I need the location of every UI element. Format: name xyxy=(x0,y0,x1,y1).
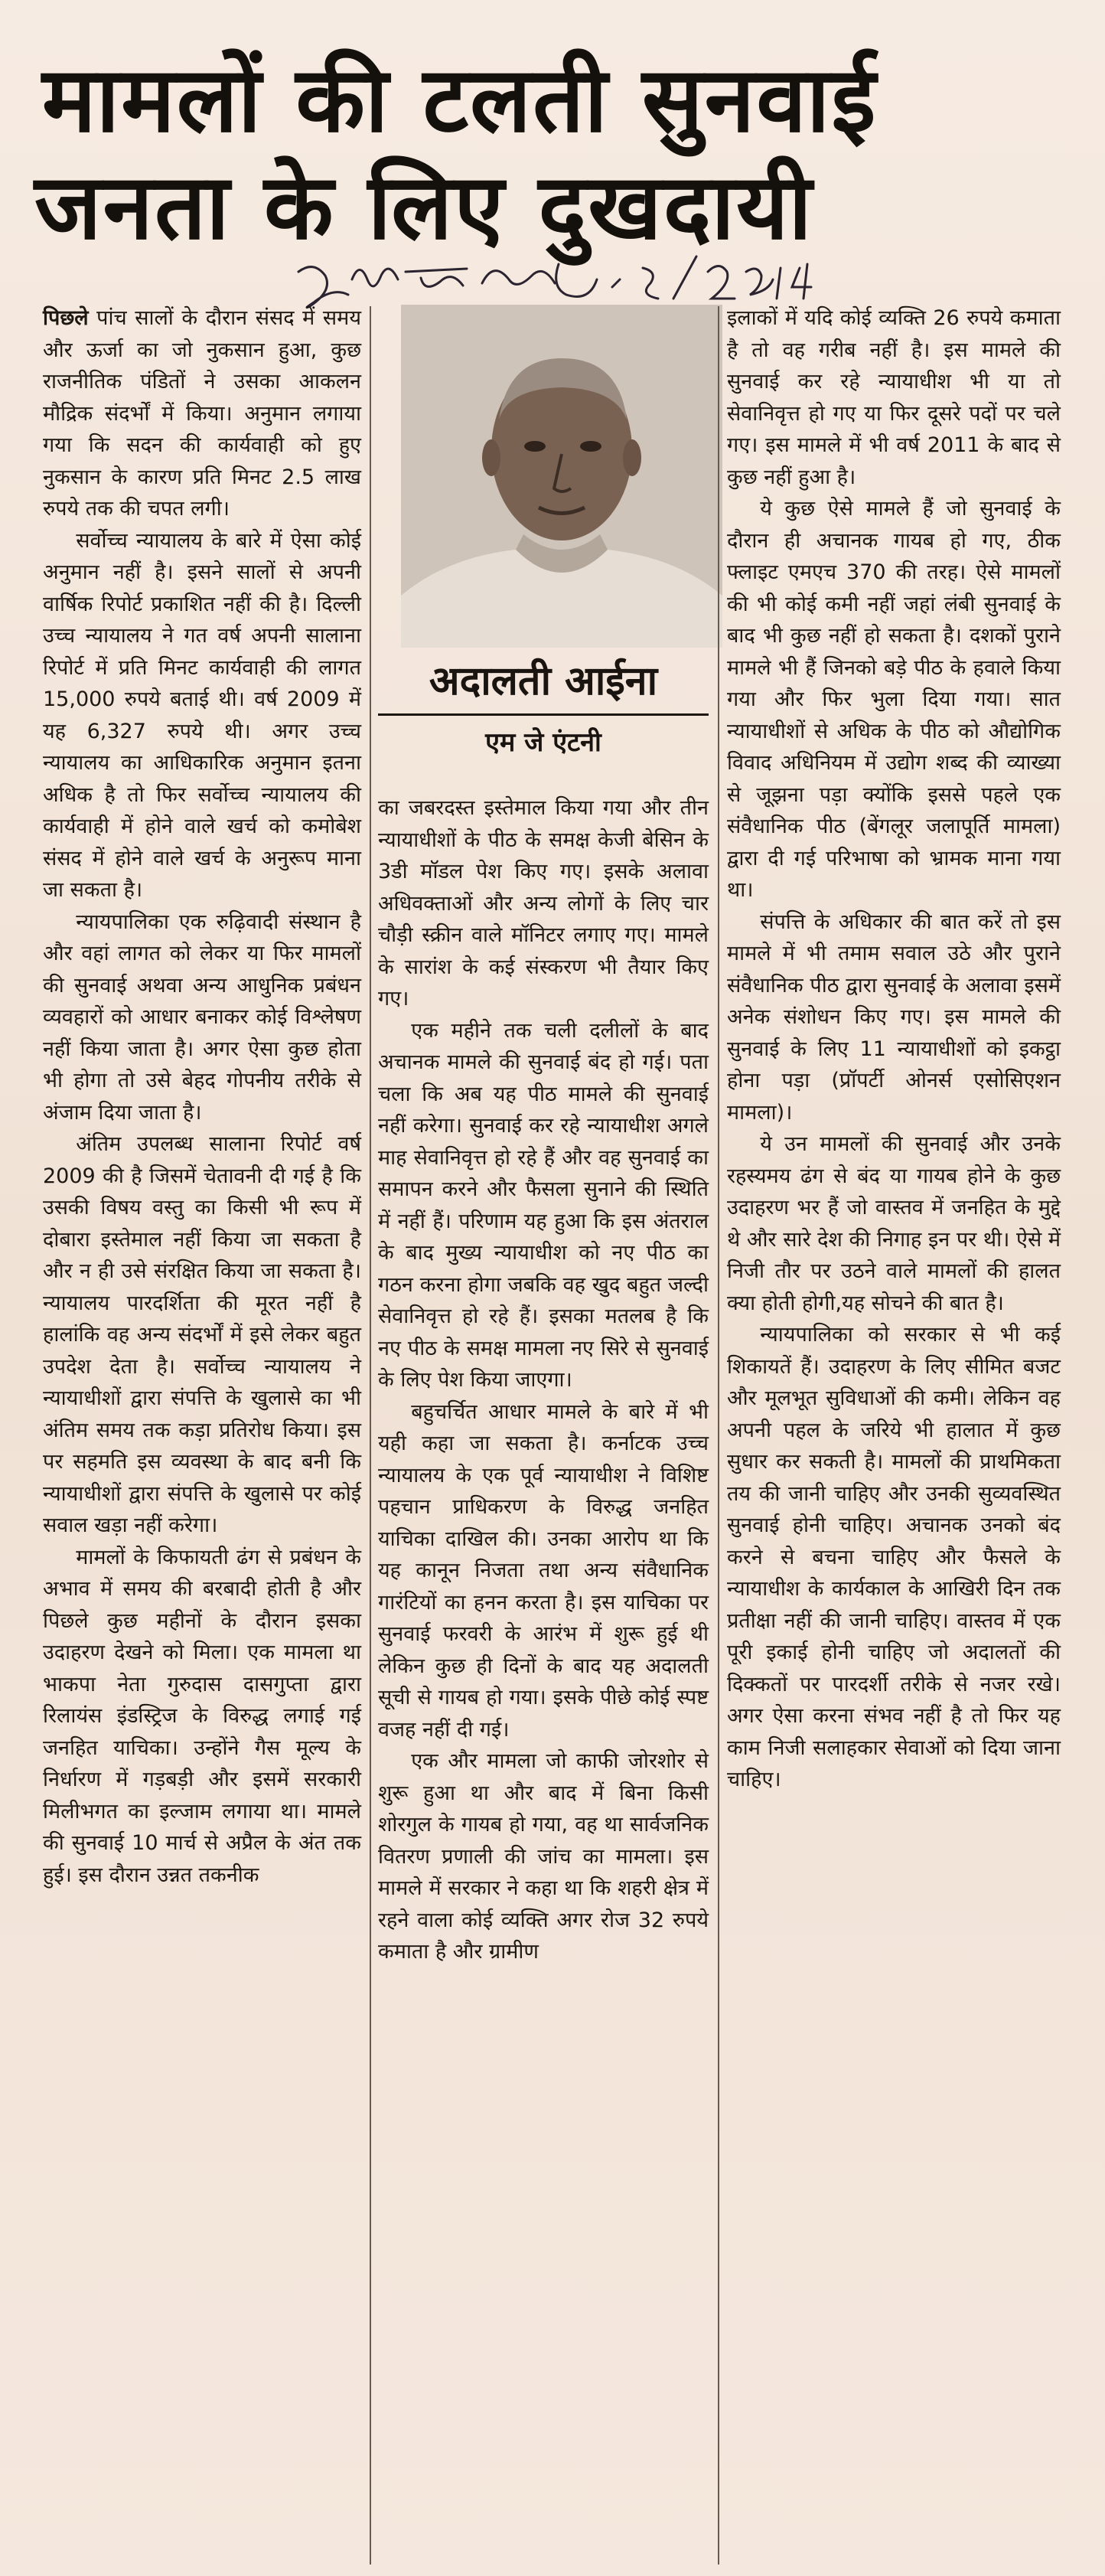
column-divider xyxy=(718,306,719,2565)
headline-line-2: जनता के लिए दुखदायी xyxy=(34,154,813,260)
article-column-3 xyxy=(727,302,1061,1796)
paragraph-text: पांच सालों के दौरान संसद में समय और ऊर्जा का जो नुकसान हुआ, कुछ राजनीतिक पंडितों ने उसका आकलन मौद्रिक संदर्भों में किया। अनुमान लगाया गया कि सदन की कार्यवाही को हुए नुकसान के कारण प्रति मिनट 2.5 लाख रुपये तक की चपत लगी। xyxy=(43,306,361,521)
lead-word: पिछले xyxy=(43,306,89,330)
paragraph: ये कुछ ऐसे मामले हैं जो सुनवाई के दौरान ही अचानक गायब हो गए, ठीक फ्लाइट एमएच 370 की तरह। ऐसे मामलों की भी कोई कमी नहीं जहां लंबी सुनवाई के बाद भी कुछ नहीं हो सकता है। दशकों पुराने मामले भी हैं जिनको बड़े पीठ के हवाले किया गया और फिर भुला दिया गया। सात न्यायाधीशों से अधिक के पीठ को औद्योगिक विवाद अधिनियम में उद्योग शब्द की व्याख्या से जूझना पड़ा क्योंकि इससे पहले एक संवैधानिक पीठ (बेंगलूर जलापूर्ति मामला) द्वारा दी गई परिभाषा को भ्रामक माना गया था। xyxy=(727,497,1061,902)
paragraph: बहुचर्चित आधार मामले के बारे में भी यही कहा जा सकता है। कर्नाटक उच्च न्यायालय के एक पूर्व न्यायाधीश ने विशिष्ट पहचान प्राधिकरण के विरुद्ध जनहित याचिका दाखिल की। उनका आरोप था कि यह कानून निजता तथा अन्य संवैधानिक गारंटियों का हनन करता है। इस याचिका पर सुनवाई फरवरी के आरंभ में शुरू हुई थी लेकिन कुछ ही दिनों के बाद यह अदालती सूची से गायब हो गया। इसके पीछे कोई स्पष्ट वजह नहीं दी गई। xyxy=(378,1399,709,1742)
paragraph xyxy=(43,302,361,525)
paragraph: संपत्ति के अधिकार की बात करें तो इस मामले में भी तमाम सवाल उठे और पुराने संवैधानिक पीठ द्वारा सुनवाई के अलावा इसमें अनेक संशोधन किए गए। इस मामले की सुनवाई के लिए 11 न्यायाधीशों को इकट्ठा होना पड़ा (प्रॉपर्टी ओनर्स एसोसिएशन मामला)। xyxy=(727,909,1061,1125)
column-divider xyxy=(370,306,371,2565)
author-photo xyxy=(401,305,722,648)
paragraph: सर्वोच्च न्यायालय के बारे में ऐसा कोई अनुमान नहीं है। इसने सालों से अपनी वार्षिक रिपोर्ट प्रकाशित नहीं की है। दिल्ली उच्च न्यायालय ने गत वर्ष अपनी सालाना रिपोर्ट में प्रति मिनट कार्यवाही की लागत 15,000 रुपये बताई थी। वर्ष 2009 में यह 6,327 रुपये थी। अगर उच्च न्यायालय का आधिकारिक अनुमान इतना अधिक है तो फिर सर्वोच्च न्यायालय की कार्यवाही में होने वाले खर्च को कमोबेश संसद में होने वाले खर्च के अनुरूप माना जा सकता है। xyxy=(43,528,361,902)
paragraph: मामलों के किफायती ढंग से प्रबंधन के अभाव में समय की बरबादी होती है और पिछले कुछ महीनों के दौरान इसका उदाहरण देखने को मिला। एक मामला था भाकपा नेता गुरुदास दासगुप्ता द्वारा रिलायंस इंडस्ट्रिज के विरुद्ध लगाई गई जनहित याचिका। उन्होंने गैस मूल्य के निर्धारण में गड़बड़ी और इसमें सरकारी मिलीभगत का इल्जाम लगाया था। मामले की सुनवाई 10 मार्च से अप्रैल के अंत तक हुई। इस दौरान उन्नत तकनीक xyxy=(43,1545,361,1887)
author-byline: एम जे एंटनी xyxy=(485,727,601,758)
headline-line-1: मामलों की टलती सुनवाई xyxy=(42,47,878,152)
article-column-1 xyxy=(43,302,361,1891)
paragraph: एक और मामला जो काफी जोरशोर से शुरू हुआ था और बाद में बिना किसी शोरगुल के गायब हो गया, वह था सार्वजनिक वितरण प्रणाली की जांच का मामला। इस मामले में सरकार ने कहा था कि शहरी क्षेत्र में रहने वाला कोई व्यक्ति अगर रोज 32 रुपये कमाता है और ग्रामीण xyxy=(378,1749,709,1964)
paragraph: अंतिम उपलब्ध सालाना रिपोर्ट वर्ष 2009 की है जिसमें चेतावनी दी गई है कि उसकी विषय वस्तु का किसी भी रूप में दोबारा इस्तेमाल नहीं किया जा सकता है और न ही उसे संरक्षित किया जा सकता है। न्यायालय पारदर्शिता की मूरत नहीं है हालांकि वह अन्य संदर्भों में इसे लेकर बहुत उपदेश देता है। सर्वोच्च न्यायालय ने न्यायाधीशों द्वारा संपत्ति के खुलासे का भी अंतिम समय तक कड़ा प्रतिरोध किया। इस पर सहमति इस व्यवस्था के बाद बनी कि न्यायाधीशों द्वारा संपत्ति के खुलासे पर कोई सवाल खड़ा नहीं करेगा। xyxy=(43,1132,361,1537)
paragraph: ये उन मामलों की सुनवाई और उनके रहस्यमय ढंग से बंद या गायब होने के कुछ उदाहरण भर हैं जो वास्तव में जनहित के मुद्दे थे और सारे देश की निगाह इन पर थी। ऐसे में निजी तौर पर उठने वाले मामलों की हालत क्या होती होगी,यह सोचने की बात है। xyxy=(727,1132,1061,1315)
paragraph: का जबरदस्त इस्तेमाल किया गया और तीन न्यायाधीशों के पीठ के समक्ष केजी बेसिन के 3डी मॉडल पेश किए गए। इसके अलावा अधिवक्ताओं और अन्य लोगों के लिए चार चौड़ी स्क्रीन वाले मॉनिटर लगाए गए। मामले के सारांश के कई संस्करण भी तैयार किए गए। xyxy=(378,796,709,1010)
paragraph: न्यायपालिका को सरकार से भी कई शिकायतें हैं। उदाहरण के लिए सीमित बजट और मूलभूत सुविधाओं की कमी। लेकिन वह अपनी पहल के जरिये भी हालात में कुछ सुधार कर सकती है। मामलों की प्राथमिकता तय की जानी चाहिए और उनकी सुव्यवस्थित सुनवाई होनी चाहिए। अचानक उनको बंद करने से बचना चाहिए और फैसले के न्यायाधीश के कार्यकाल के आखिरी दिन तक प्रतीक्षा नहीं की जानी चाहिए। वास्तव में एक पूरी इकाई होनी चाहिए जो अदालतों की दिक्कतों पर पारदर्शी तरीके से नजर रखे। अगर ऐसा करना संभव नहीं है तो फिर यह काम निजी सलाहकार सेवाओं को दिया जाना चाहिए। xyxy=(727,1323,1061,1791)
column-title: अदालती आईना xyxy=(378,649,709,716)
paragraph: एक महीने तक चली दलीलों के बाद अचानक मामले की सुनवाई बंद हो गई। पता चला कि अब यह पीठ मामले की सुनवाई नहीं करेगा। सुनवाई कर रहे न्यायाधीश अगले माह सेवानिवृत्त हो रहे हैं और वह सुनवाई का समापन करने और फैसला सुनाने की स्थिति में नहीं हैं। परिणाम यह हुआ कि इस अंतराल के बाद मुख्य न्यायाधीश को नए पीठ का गठन करना होगा जबकि वह खुद बहुत जल्दी सेवानिवृत्त हो रहे हैं। इसका मतलब है कि नए पीठ के समक्ष मामला नए सिरे से सुनवाई के लिए पेश किया जाएगा। xyxy=(378,1018,709,1392)
article-column-2 xyxy=(378,792,709,1968)
paragraph: इलाकों में यदि कोई व्यक्ति 26 रुपये कमाता है तो वह गरीब नहीं है। इस मामले की सुनवाई कर रहे न्यायाधीश भी या तो सेवानिवृत्त हो गए या फिर दूसरे पदों पर चले गए। इस मामले में भी वर्ष 2011 के बाद से कुछ नहीं हुआ है। xyxy=(727,306,1061,489)
paragraph: न्यायपालिका एक रुढ़िवादी संस्थान है और वहां लागत को लेकर या फिर मामलों की सुनवाई अथवा अन्य आधुनिक प्रबंधन व्यवहारों को आधार बनाकर कोई विश्लेषण नहीं किया जाता है। अगर ऐसा कुछ होता भी होगा तो उसे बेहद गोपनीय तरीके से अंजाम दिया जाता है। xyxy=(43,909,361,1125)
